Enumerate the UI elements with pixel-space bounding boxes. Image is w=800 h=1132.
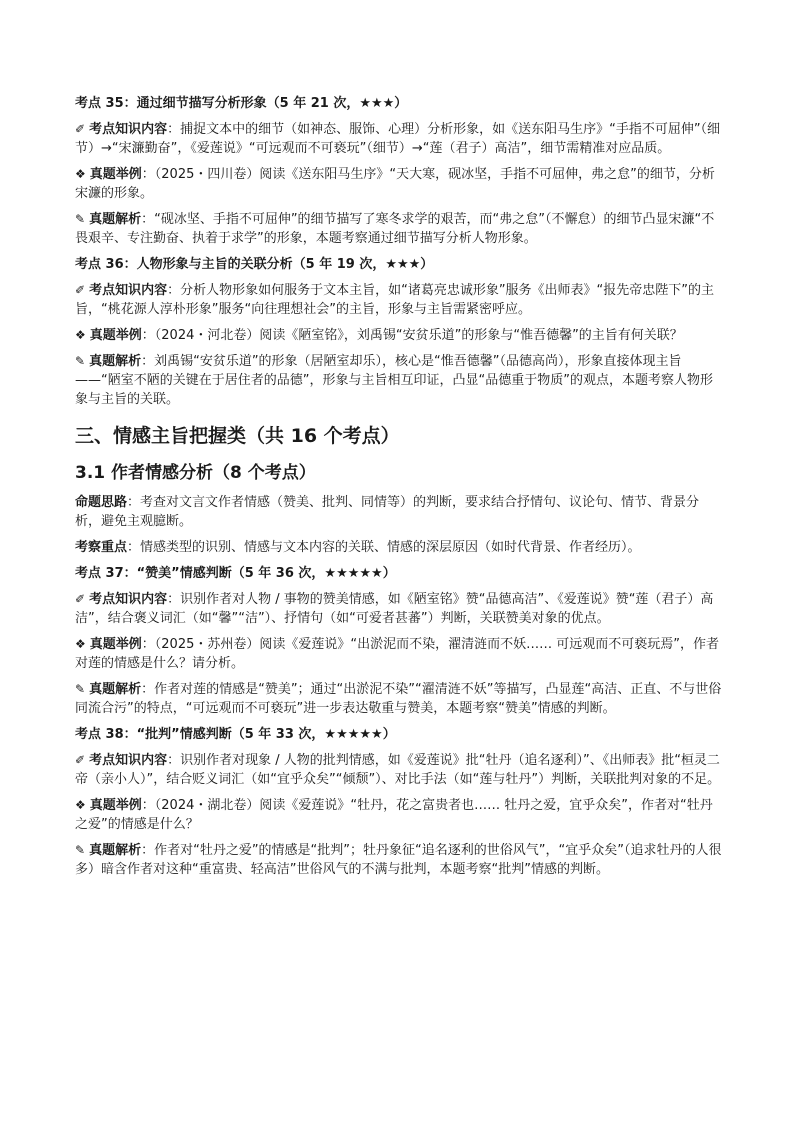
analysis-text: ：刘禹锡“安贫乐道”的形象（居陋室却乐），核心是“惟吾德馨”（品德高尚），形象直接体现主旨 ——“陋室不陋的关键在于居住者的品德”，形象与主旨相互印证，凸显“品德重于物质”的观点，本题考察人物形象与主旨的关联。 bbox=[75, 354, 713, 407]
kp37-title: 考点 37：“赞美”情感判断（5 年 36 次，★★★★★） bbox=[75, 566, 396, 581]
kp35-knowledge bbox=[75, 120, 725, 158]
pencil-icon: ✐ bbox=[75, 592, 86, 606]
example-text: ：（2025・苏州卷）阅读《爱莲说》“出淤泥而不染，濯清涟而不妖…… 可远观而不可亵玩焉”，作者对莲的情感是什么？请分析。 bbox=[75, 637, 719, 671]
analysis-label: 真题解析 bbox=[89, 212, 142, 227]
thinking-label: 命题思路 bbox=[75, 495, 128, 510]
knowledge-label: 考点知识内容 bbox=[89, 592, 168, 607]
kp38-example bbox=[75, 796, 725, 834]
example-label: 真题举例 bbox=[89, 167, 142, 182]
analysis-text: ：作者对“牡丹之爱”的情感是“批判”；牡丹象征“追名逐利的世俗风气”，“宜乎众矣”（追求牡丹的人很多）暗含作者对这种“重富贵、轻高洁”世俗风气的不满与批判，本题考察“批判”情感的判断。 bbox=[75, 843, 722, 877]
diamond-bullet-icon: ❖ bbox=[75, 167, 86, 181]
analysis-text: ：作者对莲的情感是“赞美”；通过“出淤泥不染”“濯清涟不妖”等描写，凸显莲“高洁、正直、不与世俗同流合污”的特点，“可远观而不可亵玩”进一步表达敬重与赞美，本题考察“赞美”情感的判断。 bbox=[75, 682, 722, 716]
kp36-analysis bbox=[75, 352, 725, 409]
knowledge-label: 考点知识内容 bbox=[89, 122, 168, 137]
analysis-label: 真题解析 bbox=[89, 682, 142, 697]
pen-icon: ✎ bbox=[75, 682, 86, 696]
kp37-analysis bbox=[75, 680, 725, 718]
example-text: ：（2025・四川卷）阅读《送东阳马生序》“天大寒，砚冰坚，手指不可屈伸，弗之怠”的细节，分析宋濂的形象。 bbox=[75, 167, 715, 201]
pencil-icon: ✐ bbox=[75, 283, 86, 297]
kp37-knowledge bbox=[75, 590, 725, 628]
pencil-icon: ✐ bbox=[75, 122, 86, 136]
example-label: 真题举例 bbox=[89, 637, 142, 652]
knowledge-text: ：识别作者对人物 / 事物的赞美情感，如《陋室铭》赞“品德高洁”、《爱莲说》赞“莲（君子）高洁”，结合褒义词汇（如“馨”“洁”）、抒情句（如“可爱者甚蕃”）判断，关联赞美对象的优点。 bbox=[75, 592, 714, 626]
kp36-title: 考点 36：人物形象与主旨的关联分析（5 年 19 次，★★★） bbox=[75, 257, 434, 272]
kp38-knowledge bbox=[75, 751, 725, 789]
pen-icon: ✎ bbox=[75, 354, 86, 368]
thinking-text: ：考查对文言文作者情感（赞美、批判、同情等）的判断，要求结合抒情句、议论句、情节、背景分析，避免主观臆断。 bbox=[75, 495, 700, 529]
knowledge-label: 考点知识内容 bbox=[89, 283, 168, 298]
kp38-analysis bbox=[75, 841, 725, 879]
focus-label: 考察重点 bbox=[75, 540, 128, 555]
knowledge-text: ：捕捉文本中的细节（如神态、服饰、心理）分析形象，如《送东阳马生序》“手指不可屈伸”（细节）→“宋濂勤奋”，《爱莲说》“可远观而不可亵玩”（细节）→“莲（君子）高洁”，细节需精准对应品质。 bbox=[75, 122, 721, 156]
kp35-title: 考点 35：通过细节描写分析形象（5 年 21 次，★★★） bbox=[75, 96, 408, 111]
diamond-bullet-icon: ❖ bbox=[75, 328, 86, 342]
kp35-example bbox=[75, 165, 725, 203]
knowledge-text: ：识别作者对现象 / 人物的批判情感，如《爱莲说》批“牡丹（追名逐利）”、《出师表》批“桓灵二帝（亲小人）”，结合贬义词汇（如“宜乎众矣”“倾颓”）、对比手法（如“莲与牡丹”）判断，关联批判对象的不足。 bbox=[75, 753, 721, 787]
analysis-label: 真题解析 bbox=[89, 354, 142, 369]
knowledge-label: 考点知识内容 bbox=[89, 753, 168, 768]
document-page bbox=[75, 94, 725, 886]
focus-text: ：情感类型的识别、情感与文本内容的关联、情感的深层原因（如时代背景、作者经历）。 bbox=[127, 540, 641, 555]
pen-icon: ✎ bbox=[75, 843, 86, 857]
subsection-heading: 3.1 作者情感分析（8 个考点） bbox=[75, 463, 316, 483]
kp37-example bbox=[75, 635, 725, 673]
diamond-bullet-icon: ❖ bbox=[75, 798, 86, 812]
knowledge-text: ：分析人物形象如何服务于文本主旨，如“诸葛亮忠诚形象”服务《出师表》“报先帝忠陛下”的主旨，“桃花源人淳朴形象”服务“向往理想社会”的主旨，形象与主旨需紧密呼应。 bbox=[75, 283, 715, 317]
analysis-text: ：“砚冰坚、手指不可屈伸”的细节描写了寒冬求学的艰苦，而“弗之怠”（不懈怠）的细节凸显宋濂“不畏艰辛、专注勤奋、执着于求学”的形象，本题考察通过细节描写分析人物形象。 bbox=[75, 212, 715, 246]
example-label: 真题举例 bbox=[89, 328, 142, 343]
example-text: ：（2024・河北卷）阅读《陋室铭》，刘禹锡“安贫乐道”的形象与“惟吾德馨”的主旨有何关联？ bbox=[141, 328, 683, 343]
pen-icon: ✎ bbox=[75, 212, 86, 226]
kp36-knowledge bbox=[75, 281, 725, 319]
section-heading: 三、情感主旨把握类（共 16 个考点） bbox=[75, 425, 400, 447]
exam-focus bbox=[75, 538, 725, 557]
kp35-analysis bbox=[75, 210, 725, 248]
pencil-icon: ✐ bbox=[75, 753, 86, 767]
kp36-example bbox=[75, 326, 725, 345]
diamond-bullet-icon: ❖ bbox=[75, 637, 86, 651]
analysis-label: 真题解析 bbox=[89, 843, 142, 858]
example-label: 真题举例 bbox=[89, 798, 142, 813]
kp38-title: 考点 38：“批判”情感判断（5 年 33 次，★★★★★） bbox=[75, 727, 396, 742]
proposition-thinking bbox=[75, 493, 725, 531]
example-text: ：（2024・湖北卷）阅读《爱莲说》“牡丹，花之富贵者也…… 牡丹之爱，宜乎众矣”，作者对“牡丹之爱”的情感是什么？ bbox=[75, 798, 713, 832]
